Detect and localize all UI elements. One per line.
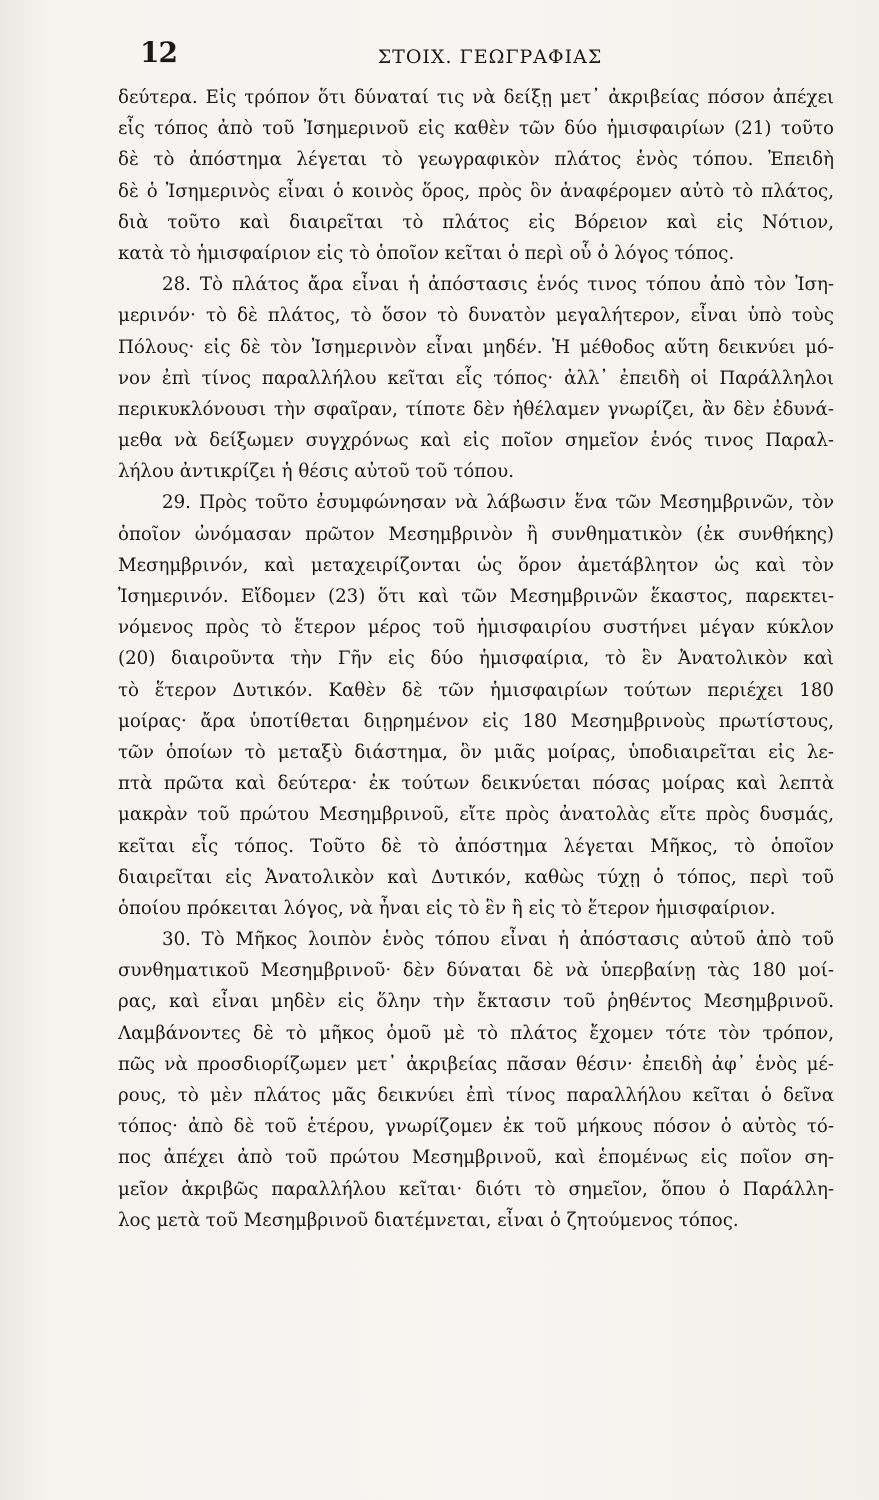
text-line: διὰ τοῦτο καὶ διαιρεῖται τὸ πλάτος εἰς Βόρειον καὶ εἰς Νότιον, [118,211,834,233]
text-line: πῶς νὰ προσδιορίζωμεν μετ᾽ ἀκριβείας πᾶσαν θέσιν· ἐπειδὴ ἀφ᾽ ἑνὸς μέ- [118,1053,834,1075]
text-line: μερινόν· τὸ δὲ πλάτος, τὸ ὅσον τὸ δυνατὸν μεγαλήτερον, εἶναι ὑπὸ τοὺς [118,305,834,327]
text-line: διαιρεῖται εἰς Ἀνατολικὸν καὶ Δυτικόν, καθὼς τύχῃ ὁ τόπος, περὶ τοῦ [118,866,834,888]
text-line: κατὰ τὸ ἡμισφαίριον εἰς τὸ ὁποῖον κεῖται ὁ περὶ οὗ ὁ λόγος τόπος. [118,242,735,264]
paragraph-29-start: 29. Πρὸς τοῦτο ἐσυμφώνησαν νὰ λάβωσιν ἕνα τῶν Μεσημβρινῶν, τὸν [162,492,834,514]
text-line: Πόλους· εἰς δὲ τὸν Ἰσημερινὸν εἶναι μηδέν. Ἡ μέθοδος αὕτη δεικνύει μό- [118,336,834,358]
text-line: κεῖται εἷς τόπος. Τοῦτο δὲ τὸ ἀπόστημα λέγεται Μῆκος, τὸ ὁποῖον [118,835,834,857]
text-line: Ἰσημερινόν. Εἴδομεν (23) ὅτι καὶ τῶν Μεσημβρινῶν ἕκαστος, παρεκτει- [118,586,834,607]
text-line: ὁποίου πρόκειται λόγος, νὰ ἦναι εἰς τὸ ἓν ἢ εἰς τὸ ἕτερον ἡμισφαίριον. [118,897,776,919]
text-line: πτὰ πρῶτα καὶ δεύτερα· ἐκ τούτων δεικνύεται πόσας μοίρας καὶ λεπτὰ [118,773,834,795]
page-header [140,36,840,70]
running-title: ΣΤΟΙΧ. ΓΕΩΓΡΑΦΙΑΣ [377,46,603,68]
text-line: δεύτερα. Εἰς τρόπον ὅτι δύναταί τις νὰ δείξῃ μετ᾽ ἀκριβείας πόσον ἀπέχει [118,87,834,108]
text-line: μεῖον ἀκριβῶς παραλλήλου κεῖται· διότι τὸ σημεῖον, ὅπου ὁ Παράλλη- [118,1178,834,1200]
text-line: εἷς τόπος ἀπὸ τοῦ Ἰσημερινοῦ εἰς καθὲν τῶν δύο ἡμισφαιρίων (21) τοῦτο [118,118,834,140]
text-line: ρους, τὸ μὲν πλάτος μᾶς δεικνύει ἐπὶ τίνος παραλλήλου κεῖται ὁ δεῖνα [118,1085,834,1106]
text-line: μοίρας· ἄρα ὑποτίθεται διῃρημένον εἰς 180 Μεσημβρινοὺς πρωτίστους, [118,710,834,732]
text-line: ὁποῖον ὠνόμασαν πρῶτον Μεσημβρινὸν ἢ συνθηματικὸν (ἐκ συνθήκης) [118,523,834,545]
text-line: ρας, καὶ εἶναι μηδὲν εἰς ὅλην τὴν ἔκτασιν τοῦ ῥηθέντος Μεσημβρινοῦ. [118,991,834,1013]
text-line: τὸ ἕτερον Δυτικόν. Καθὲν δὲ τῶν ἡμισφαιρίων τούτων περιέχει 180 [118,679,834,701]
page-number: 12 [140,36,177,69]
paragraph-30-start: 30. Τὸ Μῆκος λοιπὸν ἑνὸς τόπου εἶναι ἡ ἀπόστασις αὐτοῦ ἀπὸ τοῦ [162,929,834,951]
text-line: δὲ ὁ Ἰσημερινὸς εἶναι ὁ κοινὸς ὅρος, πρὸς ὃν ἀναφέρομεν αὐτὸ τὸ πλάτος, [118,180,834,202]
text-line: συνθηματικοῦ Μεσημβρινοῦ· δὲν δύναται δὲ νὰ ὑπερβαίνῃ τὰς 180 μοί- [118,960,834,982]
text-line: μακρὰν τοῦ πρώτου Μεσημβρινοῦ, εἴτε πρὸς ἀνατολὰς εἴτε πρὸς δυσμάς, [118,804,834,826]
text-line: τῶν ὁποίων τὸ μεταξὺ διάστημα, ὃν μιᾶς μοίρας, ὑποδιαιρεῖται εἰς λε- [118,741,834,763]
text-line: λος μετὰ τοῦ Μεσημβρινοῦ διατέμνεται, εἶναι ὁ ζητούμενος τόπος. [118,1209,739,1231]
text-line: πος ἀπέχει ἀπὸ τοῦ πρώτου Μεσημβρινοῦ, καὶ ἑπομένως εἰς ποῖον ση- [118,1147,834,1169]
text-line: περικυκλόνουσι τὴν σφαῖραν, τίποτε δὲν ἠθέλαμεν γνωρίζει, ἂν δὲν ἐδυνά- [118,398,834,420]
text-line: μεθα νὰ δείξωμεν συγχρόνως καὶ εἰς ποῖον σημεῖον ἑνός τινος Παραλ- [118,430,834,452]
text-line: τόπος· ἀπὸ δὲ τοῦ ἑτέρου, γνωρίζομεν ἐκ τοῦ μήκους πόσον ὁ αὐτὸς τό- [118,1116,834,1138]
text-line: Μεσημβρινόν, καὶ μεταχειρίζονται ὡς ὅρον ἀμετάβλητον ὡς καὶ τὸν [118,554,834,576]
text-line: (20) διαιροῦντα τὴν Γῆν εἰς δύο ἡμισφαίρια, τὸ ἓν Ἀνατολικὸν καὶ [118,648,834,670]
text-line: λήλου ἀντικρίζει ἡ θέσις αὐτοῦ τοῦ τόπου. [118,461,515,483]
text-line: νόμενος πρὸς τὸ ἕτερον μέρος τοῦ ἡμισφαιρίου συστήνει μέγαν κύκλον [118,617,834,639]
text-line: νον ἐπὶ τίνος παραλλήλου κεῖται εἷς τόπος· ἀλλ᾽ ἐπειδὴ οἱ Παράλληλοι [118,367,834,389]
body-text [118,82,834,1236]
text-line: δὲ τὸ ἀπόστημα λέγεται τὸ γεωγραφικὸν πλάτος ἑνὸς τόπου. Ἐπειδὴ [118,149,834,171]
paragraph-28-start: 28. Τὸ πλάτος ἄρα εἶναι ἡ ἀπόστασις ἑνός τινος τόπου ἀπὸ τὸν Ἰση- [162,274,834,296]
text-line: Λαμβάνοντες δὲ τὸ μῆκος ὁμοῦ μὲ τὸ πλάτος ἔχομεν τότε τὸν τρόπον, [118,1022,834,1044]
